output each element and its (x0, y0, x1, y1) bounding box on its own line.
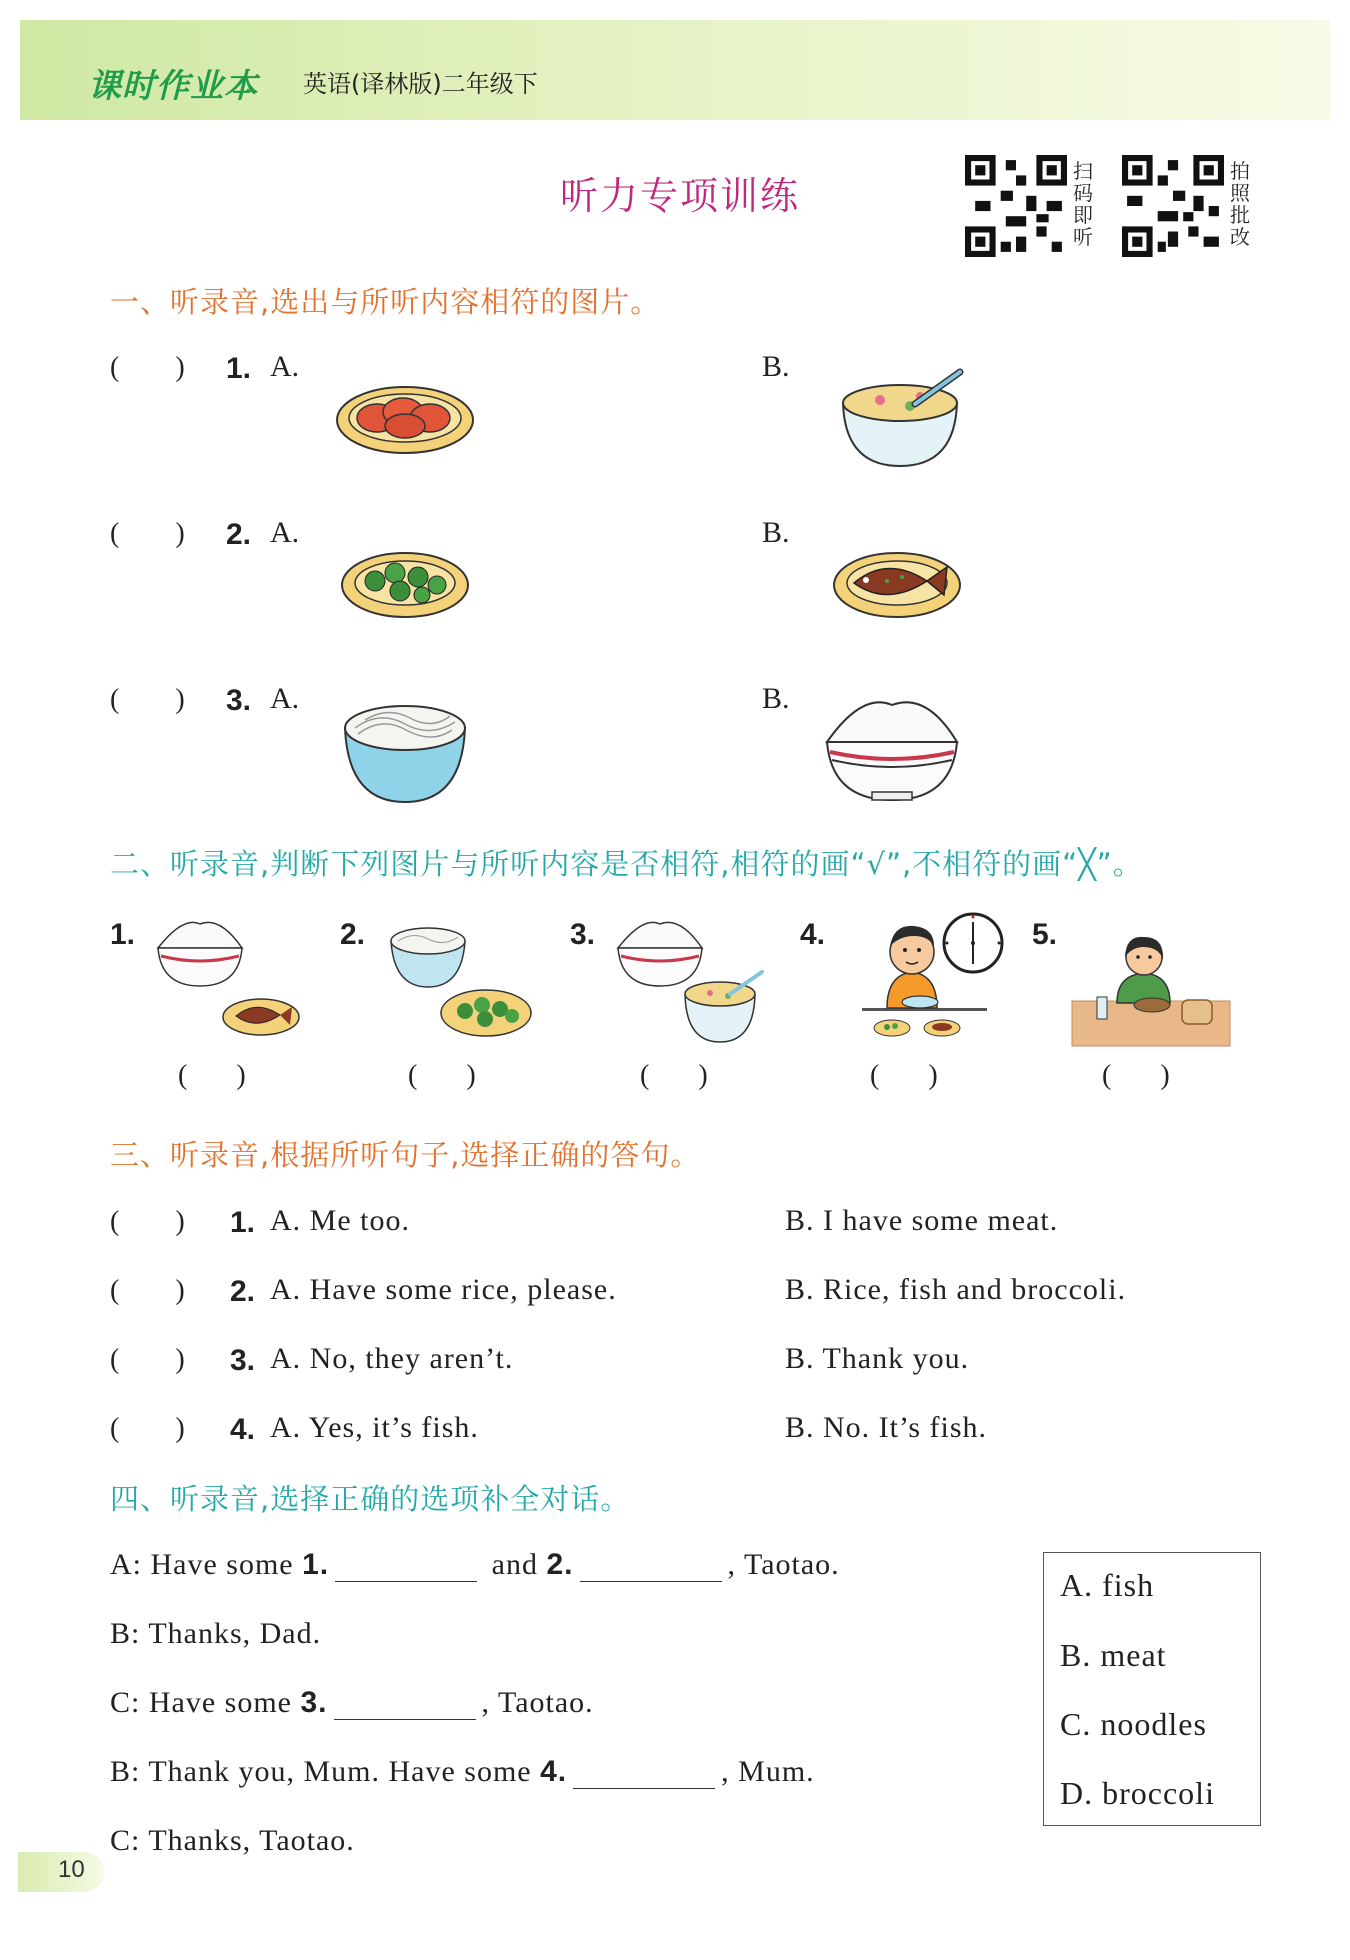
speaker-label: A: (110, 1548, 142, 1581)
answer-option-b: B. Rice, fish and broccoli. (785, 1273, 1127, 1306)
option-item: B. meat (1060, 1637, 1167, 1673)
page-number-tab (18, 1852, 104, 1892)
answer-paren-2-2[interactable]: ( ) (408, 1060, 476, 1091)
question-number: 4. (230, 1413, 256, 1446)
speaker-label: B: (110, 1755, 141, 1788)
question-number: 2. (230, 1275, 256, 1308)
girl-breakfast-icon (1072, 925, 1232, 1050)
noodles-bowl-icon (388, 925, 468, 990)
soup-bowl-icon (835, 368, 970, 468)
question-number: 1. (230, 1206, 256, 1239)
speaker-label: C: (110, 1824, 141, 1857)
option-item: D. broccoli (1060, 1775, 1215, 1811)
qr-label-grade: 拍照批改 (1230, 159, 1250, 249)
fish-plate-icon (222, 993, 300, 1037)
option-label-a: A. (270, 682, 300, 715)
dialogue-line (110, 1824, 355, 1858)
question-number: 5. (1032, 918, 1058, 951)
dialogue-line (110, 1617, 321, 1651)
option-item: C. noodles (1060, 1706, 1207, 1742)
blank-4[interactable] (573, 1760, 715, 1789)
dialogue-text: Thanks, Dad. (148, 1617, 322, 1650)
dialogue-line (110, 1755, 815, 1789)
brand-title: 课时作业本 (88, 66, 258, 105)
page-number: 10 (58, 1856, 85, 1883)
answer-paren-1-2[interactable]: ( ) (110, 518, 185, 549)
question-number: 3. (230, 1344, 256, 1377)
answer-option-a: A. No, they aren’t. (270, 1342, 514, 1375)
question-number: 1. (110, 918, 136, 951)
answer-option-a: A. Have some rice, please. (270, 1273, 617, 1306)
question-number: 3. (226, 684, 252, 717)
blank-number: 1. (302, 1548, 330, 1581)
answer-option-a: A. Yes, it’s fish. (270, 1411, 479, 1444)
question-number: 2. (226, 518, 252, 551)
qr-code-listen-icon[interactable] (965, 155, 1067, 257)
section-4-heading: 四、听录音,选择正确的选项补全对话。 (110, 1482, 631, 1516)
answer-paren-3-1[interactable]: ( ) (110, 1206, 185, 1237)
question-number: 1. (226, 352, 252, 385)
speaker-label: B: (110, 1617, 141, 1650)
qr-label-listen: 扫码即听 (1073, 159, 1093, 249)
option-label-a: A. (270, 516, 300, 549)
meat-plate-icon (335, 380, 475, 455)
answer-option-b: B. I have some meat. (785, 1204, 1059, 1237)
dialogue-text: Thank you, Mum. Have some (148, 1755, 532, 1788)
dialogue-line (110, 1686, 594, 1720)
blank-3[interactable] (334, 1691, 476, 1720)
qr-code-grade-icon[interactable] (1122, 155, 1224, 257)
option-label-a: A. (270, 350, 300, 383)
clock-icon (942, 912, 1004, 974)
book-subtitle: 英语(译林版)二年级下 (303, 70, 538, 98)
question-number: 3. (570, 918, 596, 951)
rice-bowl-icon (155, 920, 245, 990)
speaker-label: C: (110, 1686, 141, 1719)
dialogue-text: , Taotao. (727, 1548, 840, 1581)
answer-option-b: B. No. It’s fish. (785, 1411, 988, 1444)
broccoli-plate-icon (340, 545, 470, 620)
blank-number: 3. (300, 1686, 328, 1719)
answer-paren-1-3[interactable]: ( ) (110, 684, 185, 715)
dialogue-text: Have some (150, 1548, 294, 1581)
fish-plate-icon (832, 545, 962, 620)
dialogue-line (110, 1548, 840, 1582)
section-3-heading: 三、听录音,根据所听句子,选择正确的答句。 (110, 1138, 701, 1172)
answer-paren-2-5[interactable]: ( ) (1102, 1060, 1170, 1091)
answer-option-a: A. Me too. (270, 1204, 410, 1237)
answer-paren-1-1[interactable]: ( ) (110, 352, 185, 383)
page-title: 听力专项训练 (560, 174, 801, 218)
blank-2[interactable] (580, 1553, 722, 1582)
option-item: A. fish (1060, 1567, 1155, 1603)
option-label-b: B. (762, 682, 790, 715)
options-box (1043, 1552, 1261, 1826)
section-2-heading: 二、听录音,判断下列图片与所听内容是否相符,相符的画“√”,不相符的画“╳”。 (110, 847, 1143, 881)
answer-paren-2-1[interactable]: ( ) (178, 1060, 246, 1091)
noodles-bowl-icon (340, 700, 470, 805)
answer-option-b: B. Thank you. (785, 1342, 970, 1375)
rice-bowl-icon (822, 700, 962, 805)
blank-number: 4. (540, 1755, 568, 1788)
blank-1[interactable] (335, 1553, 477, 1582)
answer-paren-3-3[interactable]: ( ) (110, 1344, 185, 1375)
answer-paren-3-2[interactable]: ( ) (110, 1275, 185, 1306)
dialogue-text: Thanks, Taotao. (148, 1824, 355, 1857)
dialogue-text: Have some (148, 1686, 292, 1719)
answer-paren-2-4[interactable]: ( ) (870, 1060, 938, 1091)
option-label-b: B. (762, 516, 790, 549)
option-label-b: B. (762, 350, 790, 383)
blank-number: 2. (546, 1548, 574, 1581)
question-number: 2. (340, 918, 366, 951)
question-number: 4. (800, 918, 826, 951)
broccoli-plate-icon (440, 983, 532, 1039)
soup-bowl-icon (680, 972, 770, 1044)
dialogue-text: , Taotao. (481, 1686, 594, 1719)
answer-paren-3-4[interactable]: ( ) (110, 1413, 185, 1444)
answer-paren-2-3[interactable]: ( ) (640, 1060, 708, 1091)
dialogue-text: , Mum. (721, 1755, 815, 1788)
dialogue-text: and (491, 1548, 538, 1581)
section-1-heading: 一、听录音,选出与所听内容相符的图片。 (110, 285, 661, 319)
